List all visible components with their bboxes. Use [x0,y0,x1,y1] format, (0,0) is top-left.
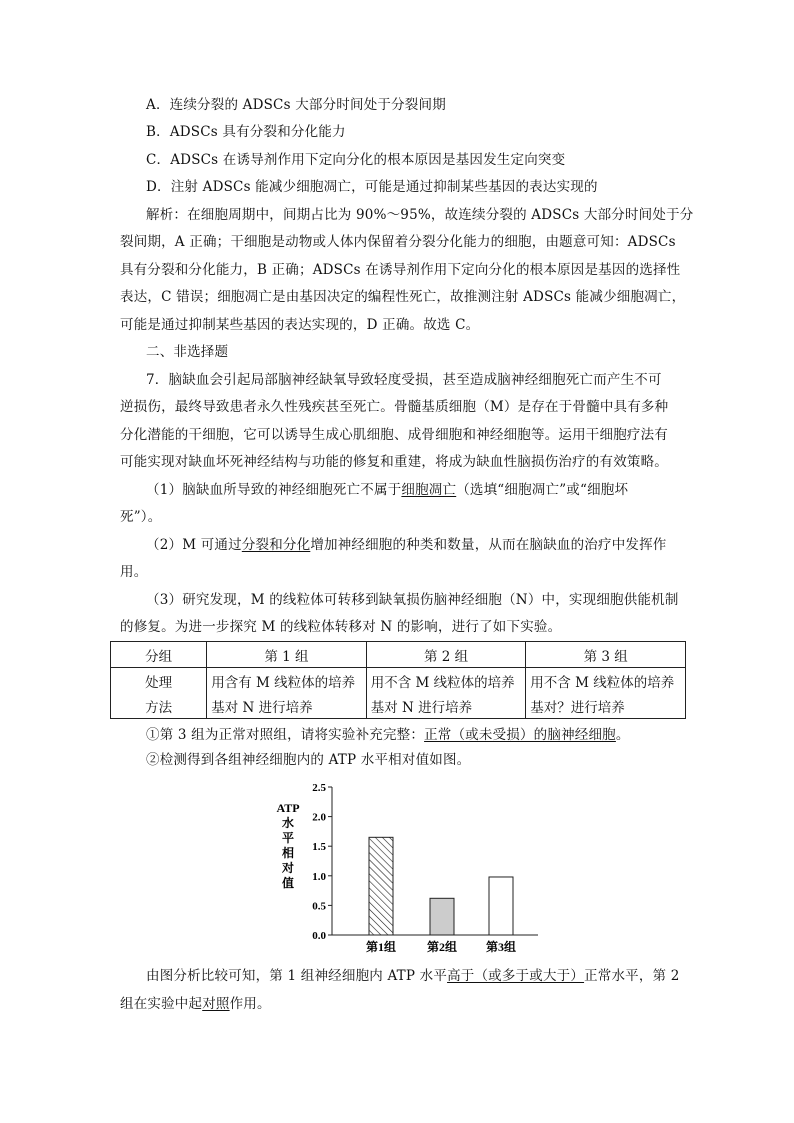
q2-text: 增加神经细胞的种类和数量，从而在脑缺血的治疗中发挥作 [310,537,667,553]
y-axis-label-char: 值 [281,876,295,890]
table-header-row [111,642,686,668]
question-intro-line: 逆损伤，最终导致患者永久性残疾甚至死亡。骨髓基质细胞（M）是存在于骨髓中具有多种 [120,399,669,415]
y-tick-label: 2.0 [312,811,326,824]
q1-answer: 细胞凋亡 [401,482,457,498]
atp-bar-chart [270,775,550,960]
conclusion-line-1 [146,967,680,985]
sub-question-3-cont: 的修复。为进一步探究 M 的线粒体转移对 N 的影响，进行了如下实验。 [120,619,562,635]
table-cell: 用不含 M 线粒体的培养 [366,668,526,694]
y-axis-label-top: ATP [276,801,300,815]
x-tick-label: 第1组 [365,940,397,954]
table-header-cell: 分组 [111,642,207,668]
sub-question-3-2: ②检测得到各组神经细胞内的 ATP 水平相对值如图。 [146,752,471,768]
y-tick-label: 0.5 [312,900,326,913]
sub-question-2-cont: 用。 [120,564,148,580]
table-header-cell: 第 1 组 [207,642,367,668]
section-title: 二、非选择题 [146,344,229,360]
option-b: B．ADSCs 具有分裂和分化能力 [146,124,346,140]
conclusion-answer-2: 对照 [202,996,230,1012]
q1-text: （1）脑缺血所导致的神经细胞死亡不属于 [146,482,402,498]
y-axis-ticks [312,782,332,942]
bar-3 [489,877,513,935]
table-cell: 基对 N 进行培养 [366,693,526,719]
table-row [111,693,686,719]
table-cell: 基对？进行培养 [526,693,686,719]
conclusion-text: 作用。 [229,996,271,1012]
table-cell: 方法 [111,693,207,719]
bars-group [369,837,513,935]
y-tick-label: 0.0 [312,930,326,942]
bar-1 [369,837,393,935]
table-row [111,668,686,694]
table-cell: 基对 N 进行培养 [207,693,367,719]
conclusion-text: 正常水平，第 2 [584,968,680,984]
experiment-table [110,641,686,719]
option-c: C．ADSCs 在诱导剂作用下定向分化的根本原因是基因发生定向突变 [146,152,566,168]
y-axis-label-char: 水 [281,816,295,830]
conclusion-line-2 [120,995,271,1013]
sub-question-1 [146,481,628,499]
analysis-line: 裂间期，A 正确；干细胞是动物或人体内保留着分裂分化能力的细胞，由题意可知：ADSCs [120,234,676,250]
sub-question-3: （3）研究发现，M 的线粒体可转移到缺氧损伤脑神经细胞（N）中，实现细胞供能机制 [146,592,679,608]
conclusion-text: 由图分析比较可知，第 1 组神经细胞内 ATP 水平 [146,968,448,984]
q3-1-answer: 正常（或未受损）的脑神经细胞 [424,727,616,743]
q2-answer: 分裂和分化 [241,537,311,553]
y-tick-label: 1.0 [312,870,326,883]
bar-2 [430,898,454,935]
analysis-line: 可能是通过抑制某些基因的表达实现的，D 正确。故选 C。 [120,317,480,333]
sub-question-3-1 [146,726,630,744]
table-header-cell: 第 2 组 [366,642,526,668]
q3-1-text: ①第 3 组为正常对照组，请将实验补充完整： [146,727,425,743]
sub-question-1-cont: 死”）。 [120,509,162,525]
x-tick-label: 第2组 [426,940,458,954]
x-tick-label: 第3组 [485,940,517,954]
analysis-line: 具有分裂和分化能力，B 正确；ADSCs 在诱导剂作用下定向分化的根本原因是基因的选择性 [120,262,681,278]
conclusion-answer-1: 高于（或多于或大于） [447,968,585,984]
option-a: A．连续分裂的 ADSCs 大部分时间处于分裂间期 [146,97,446,113]
question-intro-line: 7．脑缺血会引起局部脑神经缺氧导致轻度受损，甚至造成脑神经细胞死亡而产生不可 [146,372,662,388]
q1-text: （选填“细胞凋亡”或“细胞坏 [456,482,629,498]
x-axis-labels [366,939,516,954]
analysis-line: 解析：在细胞周期中，间期占比为 90%～95%，故连续分裂的 ADSCs 大部分时间处于分 [146,207,694,223]
table-cell: 用含有 M 线粒体的培养 [207,668,367,694]
y-axis-label-char: 对 [281,861,295,875]
analysis-line: 表达，C 错误；细胞凋亡是由基因决定的编程性死亡，故推测注射 ADSCs 能减少细胞凋亡， [120,289,686,305]
sub-question-2 [146,536,667,554]
question-intro-line: 可能实现对缺血坏死神经结构与功能的修复和重建，将成为缺血性脑损伤治疗的有效策略。 [120,454,668,470]
y-axis-label-char: 平 [281,831,295,845]
y-tick-label: 1.5 [312,841,326,854]
y-axis-label-char: 相 [281,846,295,860]
question-intro-line: 分化潜能的干细胞，它可以诱导生成心肌细胞、成骨细胞和神经细胞等。运用干细胞疗法有 [120,427,668,443]
table-cell: 用不含 M 线粒体的培养 [526,668,686,694]
table-header-cell: 第 3 组 [526,642,686,668]
table-cell: 处理 [111,668,207,694]
q3-1-text: 。 [615,727,630,743]
q2-text: （2）M 可通过 [146,537,242,553]
option-d: D．注射 ADSCs 能减少细胞凋亡，可能是通过抑制某些基因的表达实现的 [146,179,598,195]
y-tick-label: 2.5 [312,782,326,794]
y-axis-label [281,815,294,890]
conclusion-text: 组在实验中起 [120,996,203,1012]
